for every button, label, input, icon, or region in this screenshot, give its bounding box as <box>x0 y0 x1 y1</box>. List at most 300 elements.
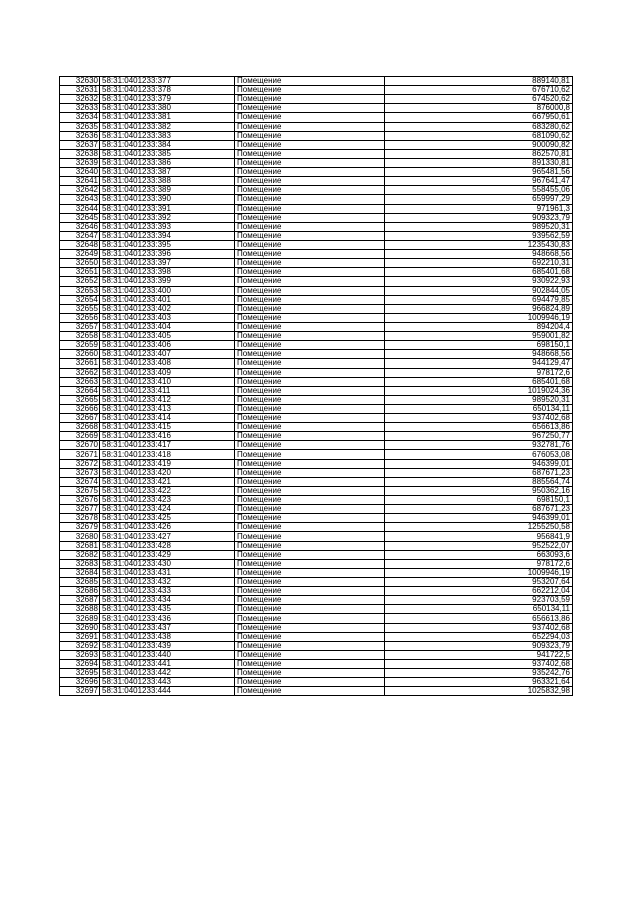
cadastral-number-cell: 58:31:0401233:424 <box>100 505 235 514</box>
object-type-cell: Помещение <box>235 687 385 696</box>
row-number-cell: 32678 <box>60 514 100 523</box>
cadastral-number-cell: 58:31:0401233:377 <box>100 77 235 86</box>
cadastral-number-cell: 58:31:0401233:400 <box>100 286 235 295</box>
cadastral-number-cell: 58:31:0401233:429 <box>100 550 235 559</box>
cadastral-value-cell: 930922,93 <box>385 277 573 286</box>
cadastral-value-cell: 685401,68 <box>385 377 573 386</box>
cadastral-number-cell: 58:31:0401233:401 <box>100 295 235 304</box>
cadastral-value-cell: 944129,47 <box>385 359 573 368</box>
cadastral-number-cell: 58:31:0401233:423 <box>100 496 235 505</box>
cadastral-value-cell: 687671,23 <box>385 505 573 514</box>
cadastral-number-cell: 58:31:0401233:389 <box>100 186 235 195</box>
cadastral-value-cell: 656613,86 <box>385 614 573 623</box>
cadastral-value-cell: 659997,29 <box>385 195 573 204</box>
object-type-cell: Помещение <box>235 523 385 532</box>
row-number-cell: 32679 <box>60 523 100 532</box>
cadastral-number-cell: 58:31:0401233:438 <box>100 632 235 641</box>
object-type-cell: Помещение <box>235 286 385 295</box>
table-row <box>60 350 573 359</box>
table-row <box>60 295 573 304</box>
object-type-cell: Помещение <box>235 295 385 304</box>
cadastral-number-cell: 58:31:0401233:417 <box>100 441 235 450</box>
table-row <box>60 313 573 322</box>
object-type-cell: Помещение <box>235 332 385 341</box>
cadastral-number-cell: 58:31:0401233:414 <box>100 414 235 423</box>
row-number-cell: 32630 <box>60 77 100 86</box>
cadastral-number-cell: 58:31:0401233:442 <box>100 669 235 678</box>
row-number-cell: 32672 <box>60 459 100 468</box>
object-type-cell: Помещение <box>235 359 385 368</box>
object-type-cell: Помещение <box>235 578 385 587</box>
table-row <box>60 277 573 286</box>
table-row <box>60 231 573 240</box>
object-type-cell: Помещение <box>235 395 385 404</box>
table-row <box>60 250 573 259</box>
cadastral-table-body <box>60 77 573 696</box>
object-type-cell: Помещение <box>235 277 385 286</box>
cadastral-value-cell: 885564,74 <box>385 477 573 486</box>
table-row <box>60 459 573 468</box>
cadastral-value-cell: 946399,01 <box>385 459 573 468</box>
object-type-cell: Помещение <box>235 149 385 158</box>
row-number-cell: 32692 <box>60 641 100 650</box>
object-type-cell: Помещение <box>235 641 385 650</box>
cadastral-number-cell: 58:31:0401233:433 <box>100 587 235 596</box>
cadastral-number-cell: 58:31:0401233:395 <box>100 240 235 249</box>
row-number-cell: 32682 <box>60 550 100 559</box>
table-row <box>60 386 573 395</box>
cadastral-value-cell: 1019024,36 <box>385 386 573 395</box>
table-row <box>60 140 573 149</box>
object-type-cell: Помещение <box>235 131 385 140</box>
cadastral-value-cell: 937402,68 <box>385 660 573 669</box>
table-row <box>60 587 573 596</box>
object-type-cell: Помещение <box>235 177 385 186</box>
object-type-cell: Помещение <box>235 158 385 167</box>
row-number-cell: 32666 <box>60 404 100 413</box>
cadastral-value-cell: 676053,08 <box>385 450 573 459</box>
row-number-cell: 32669 <box>60 432 100 441</box>
cadastral-value-cell: 952522,07 <box>385 541 573 550</box>
cadastral-value-cell: 656613,86 <box>385 423 573 432</box>
table-row <box>60 240 573 249</box>
cadastral-number-cell: 58:31:0401233:411 <box>100 386 235 395</box>
table-row <box>60 322 573 331</box>
cadastral-value-cell: 674520,62 <box>385 95 573 104</box>
table-row <box>60 532 573 541</box>
row-number-cell: 32652 <box>60 277 100 286</box>
cadastral-value-cell: 558455,06 <box>385 186 573 195</box>
row-number-cell: 32694 <box>60 660 100 669</box>
cadastral-table <box>59 76 573 696</box>
table-row <box>60 568 573 577</box>
object-type-cell: Помещение <box>235 222 385 231</box>
row-number-cell: 32632 <box>60 95 100 104</box>
cadastral-value-cell: 650134,11 <box>385 605 573 614</box>
table-row <box>60 368 573 377</box>
cadastral-value-cell: 876000,8 <box>385 104 573 113</box>
row-number-cell: 32696 <box>60 678 100 687</box>
table-row <box>60 687 573 696</box>
table-row <box>60 650 573 659</box>
cadastral-number-cell: 58:31:0401233:422 <box>100 486 235 495</box>
cadastral-value-cell: 652294,03 <box>385 632 573 641</box>
row-number-cell: 32673 <box>60 468 100 477</box>
row-number-cell: 32670 <box>60 441 100 450</box>
object-type-cell: Помещение <box>235 240 385 249</box>
cadastral-value-cell: 935242,76 <box>385 669 573 678</box>
cadastral-value-cell: 694479,85 <box>385 295 573 304</box>
object-type-cell: Помещение <box>235 304 385 313</box>
cadastral-value-cell: 959001,82 <box>385 332 573 341</box>
row-number-cell: 32687 <box>60 596 100 605</box>
cadastral-number-cell: 58:31:0401233:382 <box>100 122 235 131</box>
object-type-cell: Помещение <box>235 231 385 240</box>
table-row <box>60 304 573 313</box>
row-number-cell: 32656 <box>60 313 100 322</box>
cadastral-number-cell: 58:31:0401233:403 <box>100 313 235 322</box>
table-row <box>60 149 573 158</box>
row-number-cell: 32693 <box>60 650 100 659</box>
cadastral-value-cell: 862570,81 <box>385 149 573 158</box>
table-row <box>60 641 573 650</box>
row-number-cell: 32667 <box>60 414 100 423</box>
object-type-cell: Помещение <box>235 95 385 104</box>
cadastral-number-cell: 58:31:0401233:386 <box>100 158 235 167</box>
row-number-cell: 32661 <box>60 359 100 368</box>
cadastral-value-cell: 978172,6 <box>385 368 573 377</box>
table-row <box>60 623 573 632</box>
cadastral-number-cell: 58:31:0401233:394 <box>100 231 235 240</box>
cadastral-number-cell: 58:31:0401233:426 <box>100 523 235 532</box>
object-type-cell: Помещение <box>235 605 385 614</box>
table-row <box>60 678 573 687</box>
object-type-cell: Помещение <box>235 168 385 177</box>
cadastral-number-cell: 58:31:0401233:437 <box>100 623 235 632</box>
cadastral-value-cell: 667950,61 <box>385 113 573 122</box>
cadastral-number-cell: 58:31:0401233:399 <box>100 277 235 286</box>
cadastral-value-cell: 967641,47 <box>385 177 573 186</box>
cadastral-value-cell: 978172,6 <box>385 559 573 568</box>
object-type-cell: Помещение <box>235 268 385 277</box>
cadastral-value-cell: 989520,31 <box>385 395 573 404</box>
cadastral-number-cell: 58:31:0401233:439 <box>100 641 235 650</box>
table-row <box>60 395 573 404</box>
cadastral-number-cell: 58:31:0401233:413 <box>100 404 235 413</box>
cadastral-value-cell: 939562,59 <box>385 231 573 240</box>
row-number-cell: 32658 <box>60 332 100 341</box>
cadastral-value-cell: 937402,68 <box>385 414 573 423</box>
cadastral-number-cell: 58:31:0401233:388 <box>100 177 235 186</box>
object-type-cell: Помещение <box>235 632 385 641</box>
table-row <box>60 204 573 213</box>
table-row <box>60 95 573 104</box>
table-row <box>60 186 573 195</box>
row-number-cell: 32634 <box>60 113 100 122</box>
row-number-cell: 32643 <box>60 195 100 204</box>
cadastral-number-cell: 58:31:0401233:378 <box>100 86 235 95</box>
cadastral-value-cell: 966824,89 <box>385 304 573 313</box>
cadastral-value-cell: 683280,62 <box>385 122 573 131</box>
row-number-cell: 32688 <box>60 605 100 614</box>
object-type-cell: Помещение <box>235 541 385 550</box>
row-number-cell: 32689 <box>60 614 100 623</box>
cadastral-value-cell: 902844,05 <box>385 286 573 295</box>
table-row <box>60 632 573 641</box>
object-type-cell: Помещение <box>235 140 385 149</box>
table-row <box>60 450 573 459</box>
object-type-cell: Помещение <box>235 432 385 441</box>
cadastral-value-cell: 937402,68 <box>385 623 573 632</box>
object-type-cell: Помещение <box>235 423 385 432</box>
cadastral-number-cell: 58:31:0401233:404 <box>100 322 235 331</box>
row-number-cell: 32631 <box>60 86 100 95</box>
table-row <box>60 86 573 95</box>
object-type-cell: Помещение <box>235 313 385 322</box>
cadastral-value-cell: 891330,81 <box>385 158 573 167</box>
cadastral-number-cell: 58:31:0401233:410 <box>100 377 235 386</box>
table-row <box>60 122 573 131</box>
cadastral-value-cell: 650134,11 <box>385 404 573 413</box>
table-row <box>60 77 573 86</box>
object-type-cell: Помещение <box>235 550 385 559</box>
cadastral-number-cell: 58:31:0401233:402 <box>100 304 235 313</box>
cadastral-value-cell: 948668,56 <box>385 250 573 259</box>
row-number-cell: 32681 <box>60 541 100 550</box>
row-number-cell: 32697 <box>60 687 100 696</box>
object-type-cell: Помещение <box>235 669 385 678</box>
cadastral-number-cell: 58:31:0401233:409 <box>100 368 235 377</box>
cadastral-number-cell: 58:31:0401233:428 <box>100 541 235 550</box>
row-number-cell: 32664 <box>60 386 100 395</box>
row-number-cell: 32695 <box>60 669 100 678</box>
cadastral-value-cell: 894204,4 <box>385 322 573 331</box>
cadastral-value-cell: 953207,64 <box>385 578 573 587</box>
row-number-cell: 32649 <box>60 250 100 259</box>
row-number-cell: 32642 <box>60 186 100 195</box>
cadastral-number-cell: 58:31:0401233:427 <box>100 532 235 541</box>
row-number-cell: 32660 <box>60 350 100 359</box>
row-number-cell: 32662 <box>60 368 100 377</box>
cadastral-value-cell: 932781,76 <box>385 441 573 450</box>
cadastral-number-cell: 58:31:0401233:435 <box>100 605 235 614</box>
object-type-cell: Помещение <box>235 477 385 486</box>
table-row <box>60 441 573 450</box>
cadastral-number-cell: 58:31:0401233:379 <box>100 95 235 104</box>
cadastral-number-cell: 58:31:0401233:419 <box>100 459 235 468</box>
row-number-cell: 32676 <box>60 496 100 505</box>
object-type-cell: Помещение <box>235 614 385 623</box>
table-row <box>60 377 573 386</box>
cadastral-number-cell: 58:31:0401233:384 <box>100 140 235 149</box>
cadastral-number-cell: 58:31:0401233:397 <box>100 259 235 268</box>
cadastral-value-cell: 909323,79 <box>385 213 573 222</box>
cadastral-number-cell: 58:31:0401233:408 <box>100 359 235 368</box>
table-row <box>60 605 573 614</box>
table-row <box>60 259 573 268</box>
row-number-cell: 32635 <box>60 122 100 131</box>
cadastral-value-cell: 948668,56 <box>385 350 573 359</box>
cadastral-value-cell: 663093,6 <box>385 550 573 559</box>
row-number-cell: 32651 <box>60 268 100 277</box>
table-row <box>60 113 573 122</box>
object-type-cell: Помещение <box>235 186 385 195</box>
cadastral-number-cell: 58:31:0401233:407 <box>100 350 235 359</box>
row-number-cell: 32653 <box>60 286 100 295</box>
object-type-cell: Помещение <box>235 587 385 596</box>
row-number-cell: 32640 <box>60 168 100 177</box>
object-type-cell: Помещение <box>235 459 385 468</box>
row-number-cell: 32650 <box>60 259 100 268</box>
object-type-cell: Помещение <box>235 368 385 377</box>
object-type-cell: Помещение <box>235 86 385 95</box>
cadastral-number-cell: 58:31:0401233:381 <box>100 113 235 122</box>
cadastral-number-cell: 58:31:0401233:436 <box>100 614 235 623</box>
object-type-cell: Помещение <box>235 122 385 131</box>
object-type-cell: Помещение <box>235 113 385 122</box>
table-row <box>60 332 573 341</box>
table-row <box>60 423 573 432</box>
object-type-cell: Помещение <box>235 322 385 331</box>
table-row <box>60 341 573 350</box>
cadastral-number-cell: 58:31:0401233:440 <box>100 650 235 659</box>
cadastral-value-cell: 698150,1 <box>385 496 573 505</box>
row-number-cell: 32637 <box>60 140 100 149</box>
cadastral-number-cell: 58:31:0401233:420 <box>100 468 235 477</box>
row-number-cell: 32684 <box>60 568 100 577</box>
cadastral-value-cell: 1009946,19 <box>385 568 573 577</box>
table-row <box>60 286 573 295</box>
object-type-cell: Помещение <box>235 559 385 568</box>
cadastral-number-cell: 58:31:0401233:441 <box>100 660 235 669</box>
object-type-cell: Помещение <box>235 204 385 213</box>
table-row <box>60 195 573 204</box>
row-number-cell: 32686 <box>60 587 100 596</box>
cadastral-number-cell: 58:31:0401233:431 <box>100 568 235 577</box>
table-row <box>60 578 573 587</box>
row-number-cell: 32648 <box>60 240 100 249</box>
cadastral-number-cell: 58:31:0401233:380 <box>100 104 235 113</box>
object-type-cell: Помещение <box>235 404 385 413</box>
row-number-cell: 32674 <box>60 477 100 486</box>
object-type-cell: Помещение <box>235 386 385 395</box>
table-row <box>60 177 573 186</box>
row-number-cell: 32685 <box>60 578 100 587</box>
cadastral-value-cell: 698150,1 <box>385 341 573 350</box>
cadastral-value-cell: 956841,9 <box>385 532 573 541</box>
cadastral-value-cell: 1235430,83 <box>385 240 573 249</box>
object-type-cell: Помещение <box>235 623 385 632</box>
cadastral-number-cell: 58:31:0401233:421 <box>100 477 235 486</box>
table-row <box>60 614 573 623</box>
object-type-cell: Помещение <box>235 450 385 459</box>
table-row <box>60 550 573 559</box>
table-row <box>60 168 573 177</box>
cadastral-value-cell: 1025832,98 <box>385 687 573 696</box>
cadastral-value-cell: 692210,31 <box>385 259 573 268</box>
row-number-cell: 32675 <box>60 486 100 495</box>
cadastral-number-cell: 58:31:0401233:444 <box>100 687 235 696</box>
cadastral-value-cell: 989520,31 <box>385 222 573 231</box>
row-number-cell: 32683 <box>60 559 100 568</box>
cadastral-number-cell: 58:31:0401233:383 <box>100 131 235 140</box>
table-row <box>60 359 573 368</box>
row-number-cell: 32646 <box>60 222 100 231</box>
cadastral-number-cell: 58:31:0401233:432 <box>100 578 235 587</box>
cadastral-value-cell: 941722,5 <box>385 650 573 659</box>
row-number-cell: 32671 <box>60 450 100 459</box>
table-row <box>60 432 573 441</box>
object-type-cell: Помещение <box>235 250 385 259</box>
row-number-cell: 32690 <box>60 623 100 632</box>
row-number-cell: 32644 <box>60 204 100 213</box>
cadastral-number-cell: 58:31:0401233:393 <box>100 222 235 231</box>
row-number-cell: 32659 <box>60 341 100 350</box>
cadastral-value-cell: 967250,77 <box>385 432 573 441</box>
table-row <box>60 414 573 423</box>
row-number-cell: 32677 <box>60 505 100 514</box>
object-type-cell: Помещение <box>235 596 385 605</box>
cadastral-value-cell: 909323,79 <box>385 641 573 650</box>
object-type-cell: Помещение <box>235 213 385 222</box>
row-number-cell: 32645 <box>60 213 100 222</box>
cadastral-value-cell: 971961,3 <box>385 204 573 213</box>
table-row <box>60 131 573 140</box>
table-row <box>60 669 573 678</box>
object-type-cell: Помещение <box>235 678 385 687</box>
table-row <box>60 222 573 231</box>
row-number-cell: 32647 <box>60 231 100 240</box>
table-row <box>60 541 573 550</box>
cadastral-value-cell: 676710,62 <box>385 86 573 95</box>
cadastral-number-cell: 58:31:0401233:392 <box>100 213 235 222</box>
cadastral-value-cell: 965481,56 <box>385 168 573 177</box>
cadastral-number-cell: 58:31:0401233:412 <box>100 395 235 404</box>
cadastral-value-cell: 950362,16 <box>385 486 573 495</box>
object-type-cell: Помещение <box>235 377 385 386</box>
cadastral-number-cell: 58:31:0401233:416 <box>100 432 235 441</box>
cadastral-number-cell: 58:31:0401233:390 <box>100 195 235 204</box>
table-row <box>60 514 573 523</box>
cadastral-value-cell: 900090,82 <box>385 140 573 149</box>
object-type-cell: Помещение <box>235 468 385 477</box>
object-type-cell: Помещение <box>235 350 385 359</box>
cadastral-value-cell: 685401,68 <box>385 268 573 277</box>
cadastral-number-cell: 58:31:0401233:443 <box>100 678 235 687</box>
row-number-cell: 32633 <box>60 104 100 113</box>
cadastral-number-cell: 58:31:0401233:425 <box>100 514 235 523</box>
cadastral-number-cell: 58:31:0401233:434 <box>100 596 235 605</box>
cadastral-value-cell: 1255250,58 <box>385 523 573 532</box>
table-row <box>60 104 573 113</box>
row-number-cell: 32638 <box>60 149 100 158</box>
object-type-cell: Помещение <box>235 660 385 669</box>
cadastral-value-cell: 946399,01 <box>385 514 573 523</box>
table-row <box>60 468 573 477</box>
row-number-cell: 32665 <box>60 395 100 404</box>
row-number-cell: 32636 <box>60 131 100 140</box>
row-number-cell: 32668 <box>60 423 100 432</box>
cadastral-value-cell: 963321,64 <box>385 678 573 687</box>
cadastral-value-cell: 1009946,19 <box>385 313 573 322</box>
cadastral-value-cell: 662212,04 <box>385 587 573 596</box>
object-type-cell: Помещение <box>235 514 385 523</box>
cadastral-number-cell: 58:31:0401233:418 <box>100 450 235 459</box>
object-type-cell: Помещение <box>235 341 385 350</box>
cadastral-value-cell: 681090,62 <box>385 131 573 140</box>
row-number-cell: 32639 <box>60 158 100 167</box>
table-row <box>60 213 573 222</box>
